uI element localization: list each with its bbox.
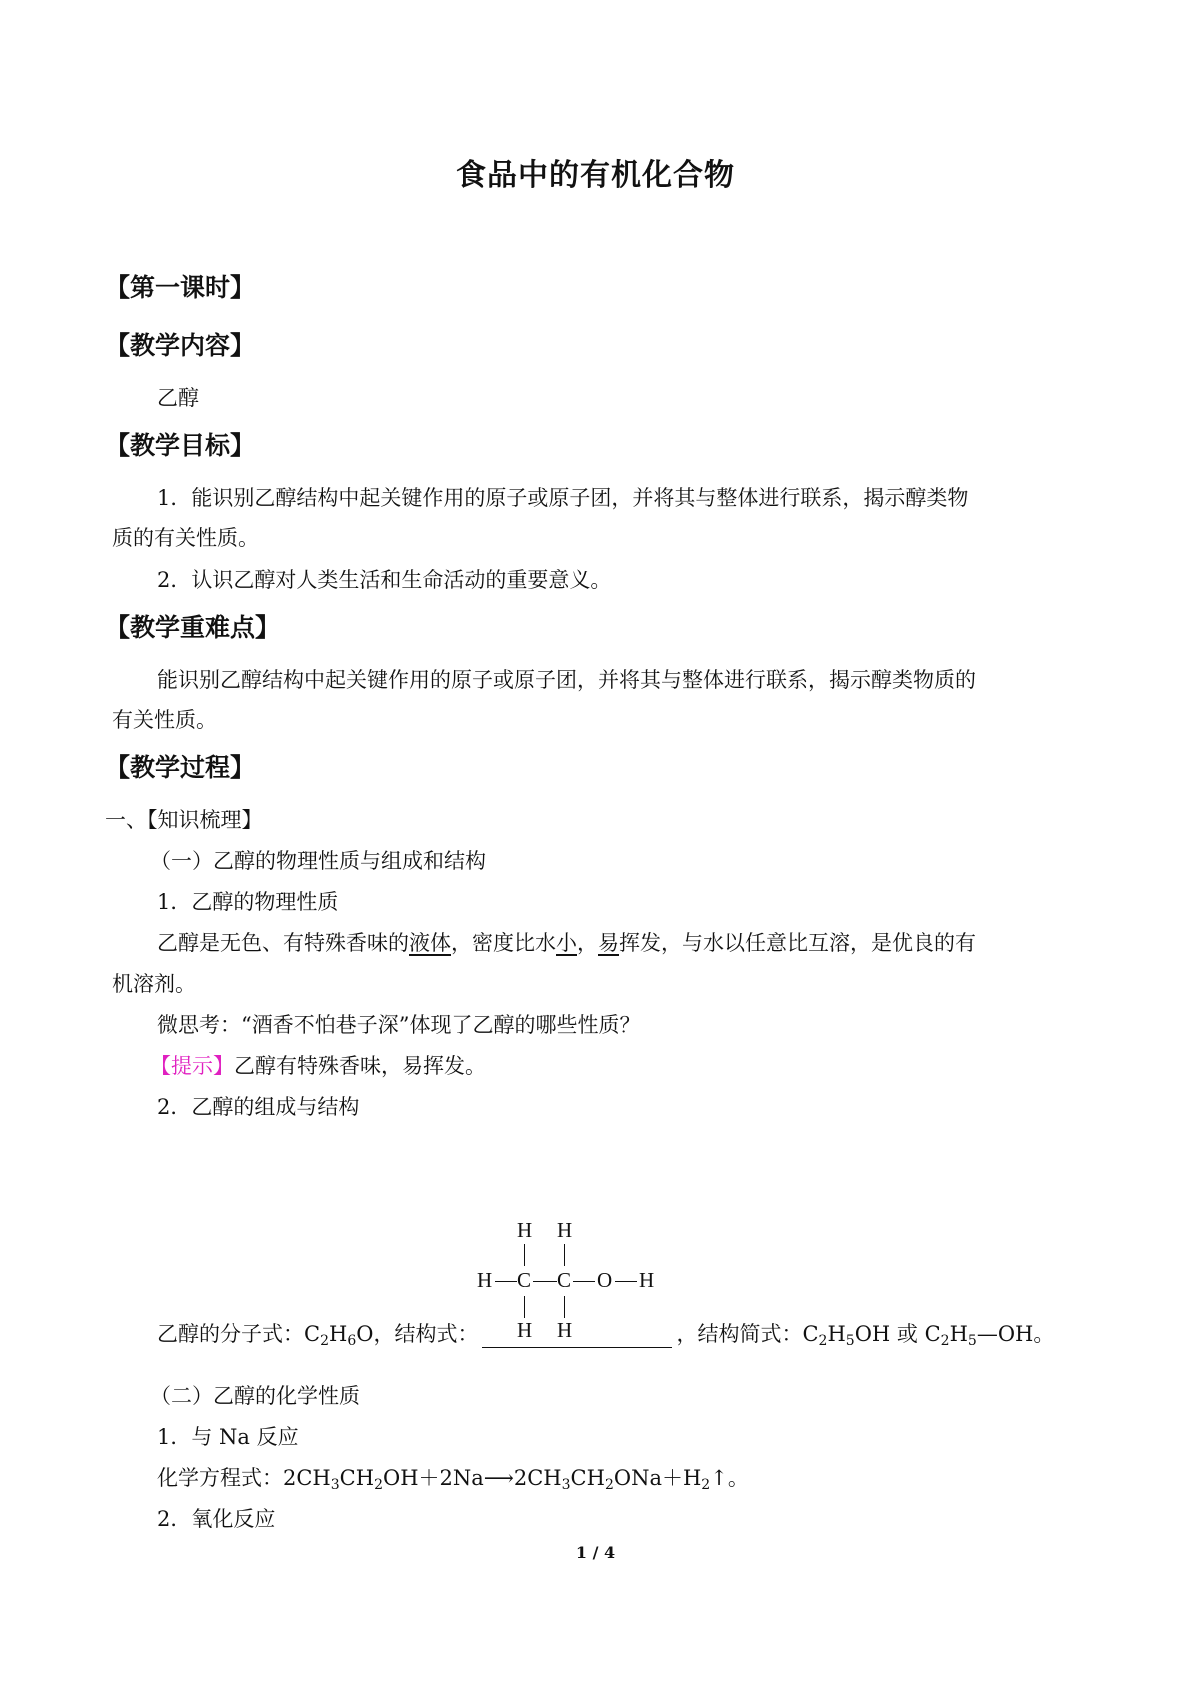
text: H <box>329 1322 348 1346</box>
atom-h: H <box>477 1268 493 1292</box>
atom-c: C <box>557 1268 572 1292</box>
text: CH <box>339 1466 375 1490</box>
hint-line <box>150 1052 486 1080</box>
subscript: 3 <box>330 1477 340 1493</box>
process-heading: 【教学过程】 <box>105 753 256 782</box>
subscript: 2 <box>940 1333 950 1349</box>
atom-h: H <box>557 1218 573 1242</box>
page-number: 1 / 4 <box>575 1543 616 1562</box>
bond <box>564 1244 565 1266</box>
atom-h: H <box>639 1268 655 1292</box>
bond <box>573 1281 595 1282</box>
subscript: 2 <box>320 1333 329 1349</box>
underlined-answer: 易 <box>598 931 619 955</box>
subscript: 2 <box>701 1477 711 1493</box>
text: 乙醇的分子式：C <box>157 1322 321 1346</box>
atom-h: H <box>557 1318 573 1342</box>
text: H <box>949 1322 968 1346</box>
bond <box>524 1296 525 1318</box>
lesson-heading: 【第一课时】 <box>105 273 256 302</box>
item-physical-properties: 1．乙醇的物理性质 <box>157 890 339 914</box>
bond <box>615 1281 637 1282</box>
atom-h: H <box>517 1218 533 1242</box>
atom-o: O <box>597 1268 613 1292</box>
underlined-answer: 小 <box>556 931 577 955</box>
chemical-equation <box>157 1464 749 1492</box>
text: CH <box>570 1466 605 1490</box>
text: 化学方程式：2CH <box>157 1466 331 1490</box>
goal-1-line2: 质的有关性质。 <box>112 526 259 550</box>
text: ，密度比水 <box>451 931 556 955</box>
goal-2: 2．认识乙醇对人类生活和生命活动的重要意义。 <box>157 568 612 592</box>
subscript: 6 <box>347 1333 357 1349</box>
text: H <box>827 1322 846 1346</box>
key-points-line1: 能识别乙醇结构中起关键作用的原子或原子团，并将其与整体进行联系，揭示醇类物质的 <box>157 668 976 692</box>
goal-1-line1: 1．能识别乙醇结构中起关键作用的原子或原子团，并将其与整体进行联系，揭示醇类物 <box>157 486 969 510</box>
underlined-answer: 液体 <box>409 931 451 955</box>
subscript: 2 <box>818 1333 828 1349</box>
subsection-1-title: （一）乙醇的物理性质与组成和结构 <box>150 849 486 873</box>
atom-c: C <box>517 1268 532 1292</box>
text: OH＋2Na⟶2CH <box>382 1466 562 1490</box>
text: O，结构式： <box>356 1322 479 1346</box>
hint-label: 【提示】 <box>150 1054 234 1078</box>
structural-formula-blank <box>482 1325 672 1348</box>
text: 挥发，与水以任意比互溶，是优良的有 <box>619 931 976 955</box>
subsection-2-title: （二）乙醇的化学性质 <box>150 1384 360 1408</box>
subscript: 5 <box>845 1333 855 1349</box>
goals-heading: 【教学目标】 <box>105 431 256 460</box>
text: OH 或 C <box>854 1322 941 1346</box>
bond <box>533 1281 557 1282</box>
physical-properties-line2: 机溶剂。 <box>112 972 196 996</box>
bond <box>564 1296 565 1318</box>
atom-h: H <box>517 1318 533 1342</box>
text: ONa＋H <box>613 1466 702 1490</box>
bond <box>495 1281 517 1282</box>
subscript: 2 <box>374 1477 383 1493</box>
key-points-heading: 【教学重难点】 <box>105 613 281 642</box>
item-oxidation-reaction: 2．氧化反应 <box>157 1507 276 1531</box>
document-title: 食品中的有机化合物 <box>456 158 735 193</box>
text: ， <box>577 931 598 955</box>
knowledge-section-label: 一、【知识梳理】 <box>105 808 263 832</box>
bond <box>524 1244 525 1266</box>
subscript: 2 <box>604 1477 614 1493</box>
physical-properties-line1 <box>157 929 976 957</box>
text: —OH。 <box>976 1322 1055 1346</box>
subscript: 5 <box>967 1333 977 1349</box>
content-heading: 【教学内容】 <box>105 331 256 360</box>
think-question: 微思考：“酒香不怕巷子深”体现了乙醇的哪些性质？ <box>157 1013 641 1037</box>
text: ，结构简式：C <box>676 1322 819 1346</box>
item-composition-structure: 2．乙醇的组成与结构 <box>157 1095 360 1119</box>
item-sodium-reaction: 1．与 Na 反应 <box>157 1425 299 1449</box>
molecular-formula-line <box>157 1320 1054 1348</box>
text: 乙醇是无色、有特殊香味的 <box>157 931 409 955</box>
text: ↑。 <box>710 1466 749 1490</box>
content-text: 乙醇 <box>157 386 199 410</box>
hint-text: 乙醇有特殊香味，易挥发。 <box>234 1054 486 1078</box>
key-points-line2: 有关性质。 <box>112 708 217 732</box>
subscript: 3 <box>561 1477 571 1493</box>
